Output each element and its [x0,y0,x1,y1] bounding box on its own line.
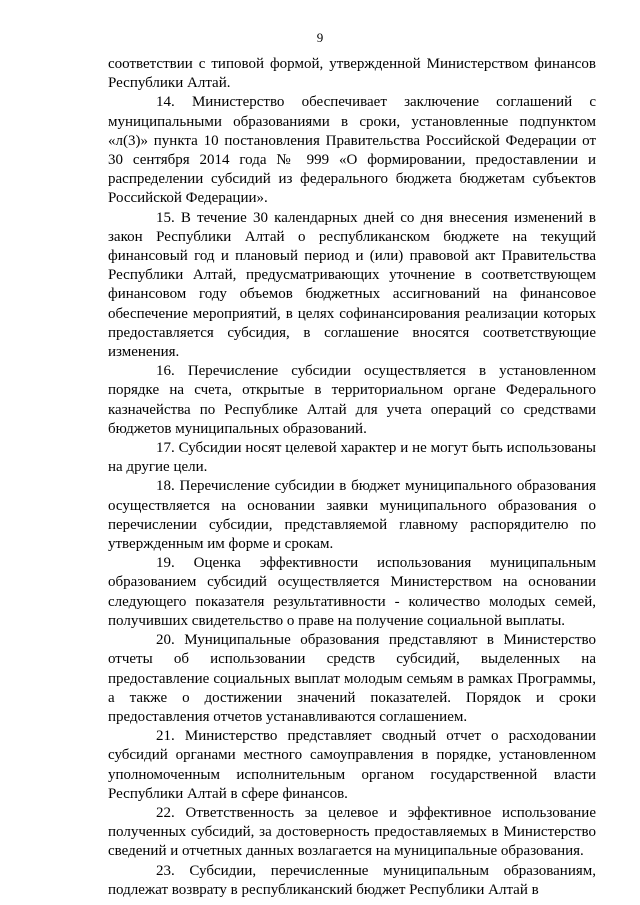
paragraph-19: 19. Оценка эффективности использования муниципальным образованием субсидий осуществляется Министерством на основании следующего показателя результативности - количество молодых семей, получивших свидетельство о праве на получение социальной выплаты. [108,555,596,629]
paragraph-21: 21. Министерство представляет сводный отчет о расходовании субсидий органами местного самоуправления в порядке, установленном уполномоченным исполнительным органом государственной власти Республики Алтай в сфере финансов. [108,728,596,802]
paragraph-15: 15. В течение 30 календарных дней со дня внесения изменений в закон Республики Алтай о республиканском бюджете на текущий финансовый год и плановый период и (или) правовой акт Правительства Республики Алтай, предусматривающих уточнение в соответствующем финансовом году объемов бюджетных ассигнований на финансовое обеспечение мероприятий, в целях софинансирования реализации которых предоставляется субсидия, в соглашение вносятся соответствующие изменения. [108,209,596,361]
paragraph-17: 17. Субсидии носят целевой характер и не могут быть использованы на другие цели. [108,440,596,476]
page-number: 9 [316,30,324,45]
paragraph-23: 23. Субсидии, перечисленные муниципальным образованиям, подлежат возврату в республиканский бюджет Республики Алтай в [108,862,596,898]
paragraph-22: 22. Ответственность за целевое и эффективное использование полученных субсидий, за достоверность предоставляемых в Министерство сведений и отчетных данных возлагается на муниципальные образования. [108,804,596,860]
paragraph-20: 20. Муниципальные образования представляют в Министерство отчеты об использовании средств субсидий, выделенных на предоставление социальных выплат молодым семьям в рамках Программы, а также о достижении значений показателей. Порядок и сроки предоставления отчетов устанавливаются соглашением. [108,632,596,725]
paragraph-18: 18. Перечисление субсидии в бюджет муниципального образования осуществляется на основании заявки муниципального образования о перечислении субсидии, представляемой главному распорядителю по утвержденным им форме и срокам. [108,478,596,553]
paragraph-16: 16. Перечисление субсидии осуществляется в установленном порядке на счета, открытые в территориальном органе Федерального казначейства по Республике Алтай для учета операций со средствами бюджетов муниципальных образований. [108,363,596,437]
document-body [108,55,596,900]
paragraph-14: 14. Министерство обеспечивает заключение соглашений с муниципальными образованиями в сроки, установленные подпунктом «л(3)» пункта 10 постановления Правительства Российской Федерации от 30 сентября 2014 года № 999 «О формировании, предоставлении и распределении субсидий из федерального бюджета бюджетам субъектов Российской Федерации». [108,94,596,207]
paragraph-continuation: соответствии с типовой формой, утвержденной Министерством финансов Республики Алтай. [108,56,596,92]
